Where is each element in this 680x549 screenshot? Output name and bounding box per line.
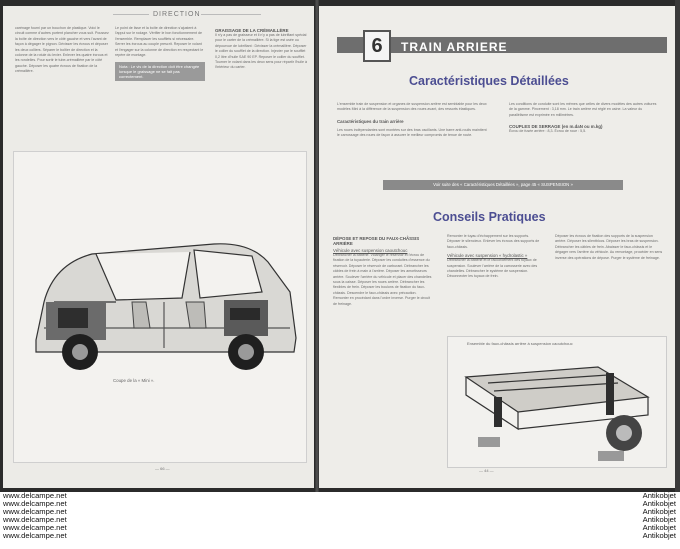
hydrolastic-steps: Débrancher la batterie et le raccordement des tuyaux de suspension. Soulever l'arrière de la carrosserie avec des chandelles. Débrancher le système de suspension. Déconnecter les tuyaux de frein. bbox=[447, 258, 538, 279]
lubrication-heading: GRAISSAGE DE LA CRÉMAILLÈRE bbox=[215, 28, 289, 33]
left-col-2-note: Nota : Le vis de la direction doit être changée lorsque le graissage ne se fait pas correctement. bbox=[115, 62, 205, 81]
advice-col-3 bbox=[555, 234, 663, 261]
watermark-right-line: Antikobjet bbox=[642, 491, 676, 500]
spread-edge bbox=[675, 0, 680, 492]
continuation-banner: Voir suite des « Caractéristiques Détaillées », page 45 « SUSPENSION » bbox=[383, 180, 623, 190]
specs-text: Les roues indépendantes sont montées sur des bras oscillants. Une barre anti-roulis maintient le carrossage des roues de façon à assurer le meilleur compromis de tenue de route. bbox=[337, 127, 487, 138]
left-page-number: — 66 — bbox=[155, 466, 170, 471]
watermark-left-line: www.delcampe.net bbox=[3, 531, 67, 541]
removal-steps: Débrancher la batterie. Vidanger le réservoir et l'écrou de fixation de la tuyauterie. Déposer les conduites d'essence du réservoir. Déposer le réservoir de carburant. Débrancher les câbles de frein à main à l'arrière. Déposer les amortisseurs arrière. Soulever l'arrière du véhicule et placer des chandelles sous la caisse. Déposer les roues arrière. Débrancher les flexibles de frein. Déposer les boulons de fixation du faux-châssis. Descendre le faux-châssis avec précaution. Remonter en procédant dans l'ordre inverse. Purger le circuit de freinage. bbox=[333, 253, 432, 306]
watermark-left-line: www.delcampe.net bbox=[3, 491, 67, 500]
watermark-right-line: Antikobjet bbox=[642, 523, 676, 533]
left-page-header: DIRECTION bbox=[153, 11, 201, 18]
left-col-2 bbox=[115, 26, 205, 81]
watermark-right bbox=[643, 492, 676, 541]
left-col-1: carénage fourni par un bouchon de plastique. Voici le circuit comme d'autres portent plancher vous suit. Poussez la boîte de direction vers le côté gauche et vers l'avant de façon à dégager le pignon. Dévisser les écrous et déposer les deux colliers. Séparer le boîtier de direction et la colonne de la rotule du levier. Enlever les quatre écrous et les rondelles. Pour sortir le tube-crémaillère par le côté gauche. Déposer les quatre écrous de fixation de la crémaillère. bbox=[15, 26, 109, 74]
suspension-steps: Déposer les écrous de fixation des supports de la suspension arrière. Déposer les silentblocs. Déposer les bras de suspension. Débrancher les câbles de frein. Abaisser le faux-châssis et le dégager vers l'arrière du véhicule. Au remontage, procéder en sens inverse des opérations de dépose. Purger le système de freinage. bbox=[555, 234, 663, 260]
car-caption: Coupe de la « Mini ». bbox=[113, 378, 155, 383]
rubber-suspension-sub: Véhicule avec suspension caoutchouc bbox=[333, 248, 408, 253]
watermark-left-line: www.delcampe.net bbox=[3, 499, 67, 509]
watermark-left-line: www.delcampe.net bbox=[3, 507, 67, 517]
diagram-caption: Ensemble du faux-châssis arrière à suspension caoutchouc bbox=[467, 341, 573, 346]
hydrolastic-sub: Véhicule avec suspension « hydrolastic » bbox=[447, 253, 528, 259]
mini-cutaway-icon bbox=[14, 152, 306, 462]
practical-advice-title: Conseils Pratiques bbox=[433, 210, 546, 224]
watermark-left-line: www.delcampe.net bbox=[3, 515, 67, 525]
header-rule-left bbox=[113, 14, 149, 15]
watermark-right-line: Antikobjet bbox=[642, 499, 676, 509]
section-number: 6 bbox=[363, 30, 391, 62]
watermark-left-line: www.delcampe.net bbox=[3, 523, 67, 533]
subframe-diagram bbox=[447, 336, 667, 468]
watermark-right-line: Antikobjet bbox=[642, 507, 676, 517]
specs-right-col bbox=[509, 102, 659, 135]
removal-heading: DÉPOSE ET REPOSE DU FAUX-CHÂSSIS ARRIÈRE bbox=[333, 236, 420, 246]
watermark-right-line: Antikobjet bbox=[642, 531, 676, 541]
watermark-footer bbox=[0, 492, 680, 549]
watermark-right-line: Antikobjet bbox=[642, 515, 676, 525]
exhaust-steps: Remonter le tuyau d'échappement sur les supports. Déposer le silencieux. Enlever les écrous des supports de faux-châssis. bbox=[447, 234, 540, 249]
lubrication-text: Il n'y a pas de graisseur et il n'y a pas de lubrifiant spécial pour le carter de la crémaillère. Si la tige est usée ou dépourvue de lubrifiant : Dévisser la crémaillère. Déposer le collier du soufflet de la direction. Injecter par le soufflet 0,2 litre d'huile SAE 90 EP. Reposer le collier du soufflet. Tourner le volant dans les deux sens pour répartir l'huile à l'intérieur du carter. bbox=[215, 33, 307, 70]
specs-intro: L'ensemble train de suspension et organes de suspension arrière est semblable pour les deux modèles Mini à la différence de la suspension des roues avant, des ressorts élastiques. bbox=[337, 102, 487, 112]
specs-sub-heading: Caractéristiques du train arrière bbox=[337, 118, 404, 124]
advice-col-2 bbox=[447, 234, 543, 280]
subframe-icon bbox=[448, 337, 666, 467]
left-col-2-text: Le point de lisse et la boîte de direction s'ajustent à l'appui sur le rodage. Vérifier le bon fonctionnement de l'ensemble. Remplacer les soufflets si nécessaire. Serrer les écrous au couple prescrit. Reposer le volant et l'engager sur la colonne de direction en respectant le repère de montage. bbox=[115, 26, 204, 58]
right-page-number: — 44 — bbox=[479, 468, 494, 473]
car-cutaway-illustration bbox=[13, 151, 307, 463]
torque-values: Écrou de fusée arrière : 8,3. Écrou de roue : 5,5. bbox=[509, 129, 587, 134]
right-page bbox=[319, 6, 675, 488]
header-rule-right bbox=[201, 14, 261, 15]
specs-left-col bbox=[337, 102, 489, 139]
watermark-left bbox=[3, 492, 67, 541]
specs-conditions: Les conditions de conduite sont les mêmes que celles de divers modèles des autres voitures de la gamme. Pincement : 3,18 mm. Le train arrière est réglé en usine. La valeur du parallélisme est exprimée en millimètres. bbox=[509, 102, 657, 117]
advice-col-1 bbox=[333, 234, 433, 307]
detailed-specs-title: Caractéristiques Détaillées bbox=[409, 74, 569, 88]
section-title: TRAIN ARRIERE bbox=[401, 40, 508, 54]
torque-heading: COUPLES DE SERRAGE (en m.daN ou m.kg) bbox=[509, 124, 603, 130]
left-col-3 bbox=[215, 26, 307, 71]
left-page bbox=[3, 6, 315, 488]
